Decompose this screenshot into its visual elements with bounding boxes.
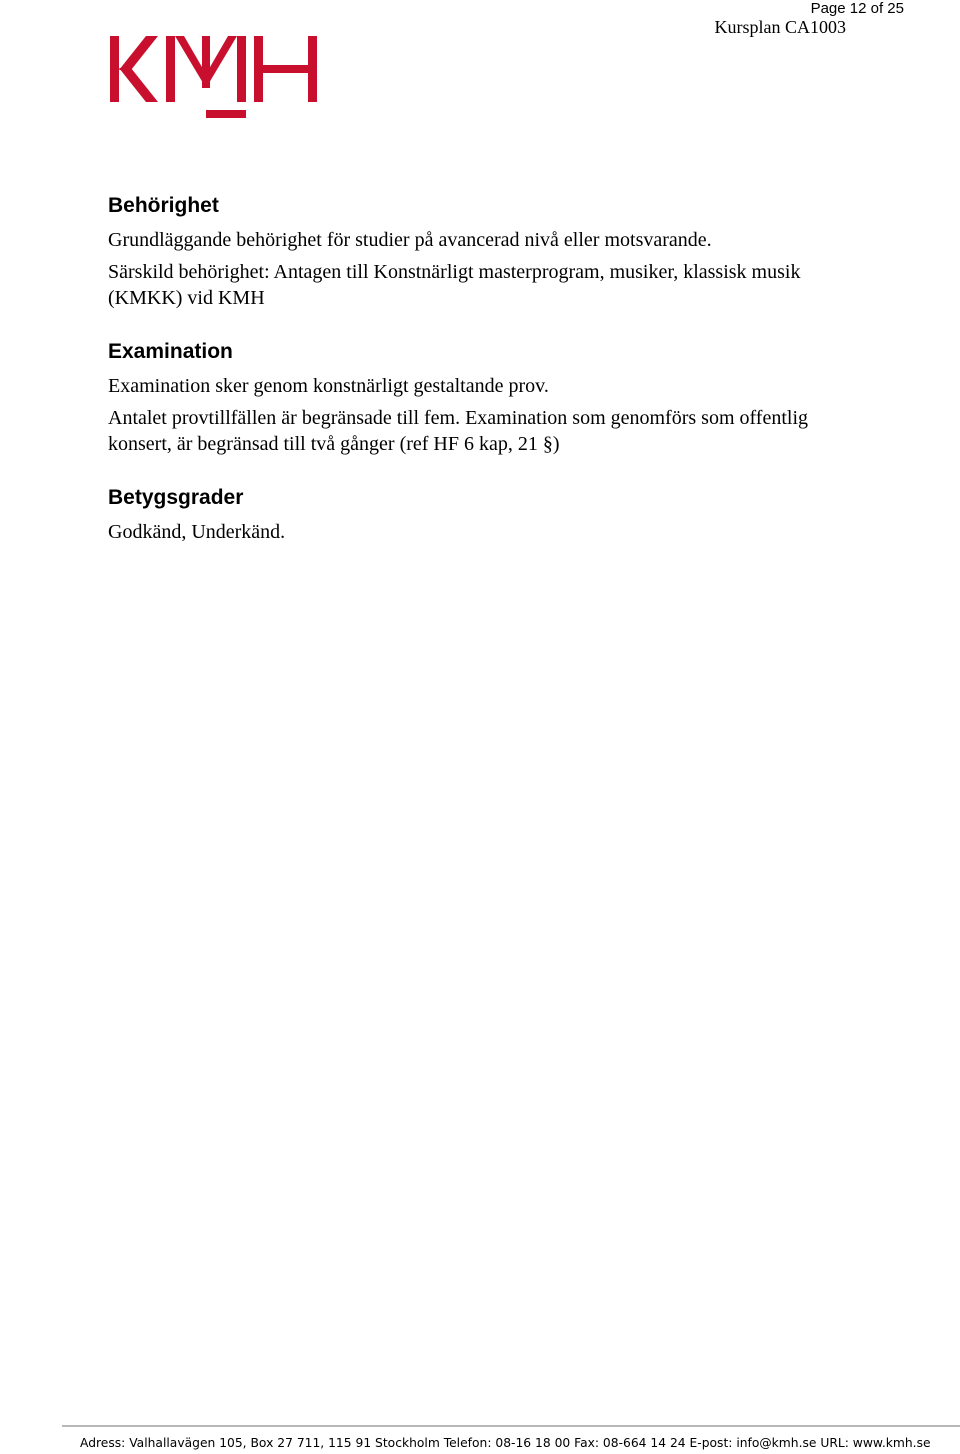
footer-divider bbox=[62, 1425, 960, 1427]
section-heading-examination: Examination bbox=[108, 340, 233, 363]
paragraph-general-eligibility: Grundläggande behörighet för studier på avancerad nivå eller motsvarande. bbox=[108, 229, 712, 251]
page-number: Page 12 of 25 bbox=[810, 0, 904, 17]
paragraph-examination-method: Examination sker genom konstnärligt gestaltande prov. bbox=[108, 375, 549, 397]
paragraph-grades: Godkänd, Underkänd. bbox=[108, 521, 286, 543]
section-heading-betygsgrader: Betygsgrader bbox=[108, 486, 244, 509]
paragraph-specific-eligibility: Särskild behörighet: Antagen till Konstnärligt masterprogram, musiker, klassisk musik (KMKK) vid KMH bbox=[108, 261, 801, 309]
footer-contact-info: Adress: Valhallavägen 105, Box 27 711, 115 91 Stockholm Telefon: 08-16 18 00 Fax: 08-664 14 24 E-post: info@kmh.se URL: www.kmh.se bbox=[80, 1436, 931, 1450]
kmh-logo-icon bbox=[110, 34, 320, 122]
course-code: Kursplan CA1003 bbox=[714, 17, 846, 37]
section-heading-behorighet: Behörighet bbox=[108, 194, 219, 217]
kmh-logo bbox=[110, 34, 320, 127]
paragraph-examination-attempts: Antalet provtillfällen är begränsade till fem. Examination som genomförs som offentlig konsert, är begränsad till två gånger (ref HF 6 kap, 21 §) bbox=[108, 407, 809, 455]
course-content bbox=[108, 193, 848, 545]
